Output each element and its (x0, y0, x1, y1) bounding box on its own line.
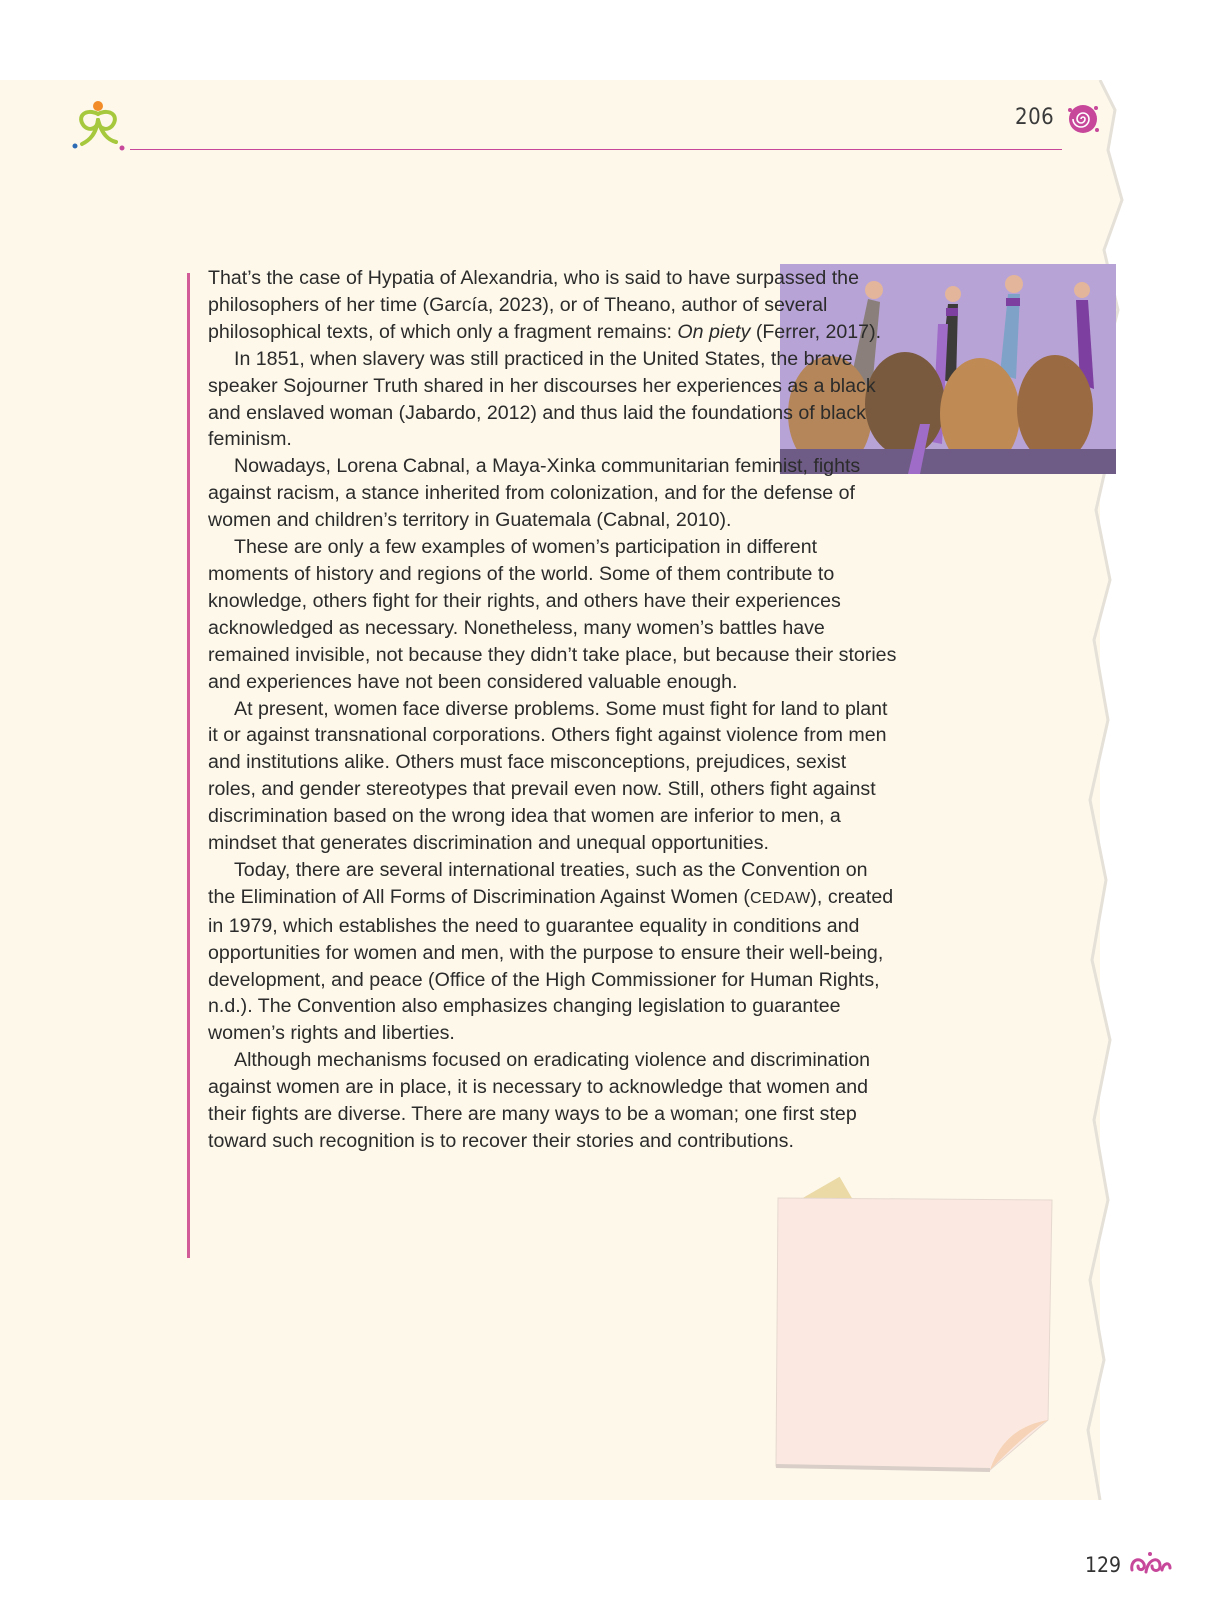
paragraph-6 (208, 857, 898, 1047)
paragraph-7: Although mechanisms focused on eradicating violence and discrimination against women are in place, it is necessary to acknowledge that women and their fights are diverse. There are many ways to be a woman; one first step toward such recognition is to recover their stories and contributions. (208, 1049, 871, 1152)
sticky-note (760, 1170, 1070, 1480)
article-body (208, 265, 898, 1155)
book-title-on-piety: On piety (677, 320, 751, 343)
paragraph-6-text: Today, there are several international treaties, such as the Convention on the Elimination of All Forms of Discrimination Against Women ( (208, 858, 868, 908)
ornament-icon (1128, 1550, 1172, 1578)
sprout-logo-icon (72, 100, 128, 152)
page-margin-bottom (0, 1500, 1214, 1600)
paragraph-6-continuation: ), created in 1979, which establishes the need to guarantee equality in conditions and opportunities for women and men, with the purpose to ensure their well-being, development, and peace (Office of the High Commissioner for Human Rights, n.d.). The Convention also emphasizes changing legislation to guarantee women’s rights and liberties. (208, 885, 894, 1045)
paragraph-1-citation: (Ferrer, 2017). (750, 320, 882, 343)
paragraph-1-text: That’s the case of Hypatia of Alexandria, who is said to have surpassed the philosophers of her time (García, 2023), or of Theano, author of several philosophical texts, of which only a fragment remains: (208, 267, 859, 343)
paragraph-5: At present, women face diverse problems. Some must fight for land to plant it or against transnational corporations. Others fight against violence from men and institutions alike. Others must face misconceptions, prejudices, sexist roles, and gender stereotypes that prevail even now. Still, others fight against discrimination based on the wrong idea that women are inferior to men, a mindset that generates discrimination and unequal opportunities. (208, 697, 888, 855)
cedaw-abbreviation: CEDAW (749, 889, 811, 907)
paragraph-1 (208, 265, 898, 346)
header-rule (130, 149, 1062, 150)
paragraph-2: In 1851, when slavery was still practiced in the United States, the brave speaker Sojourner Truth shared in her discourses her experiences as a black and enslaved woman (Jabardo, 2012) and thus laid the foundations of black feminism. (208, 347, 876, 451)
paragraph-accent-bar (187, 273, 190, 1258)
page-number-top: 206 (1015, 105, 1055, 130)
spiral-ornament-icon (1066, 102, 1100, 136)
paragraph-3: Nowadays, Lorena Cabnal, a Maya-Xinka communitarian feminist, fights against racism, a stance inherited from colonization, and for the defense of women and children’s territory in Guatemala (Cabnal, 2010). (208, 455, 861, 532)
page-number-bottom: 129 (1085, 1553, 1122, 1577)
paragraph-4: These are only a few examples of women’s participation in different moments of history and regions of the world. Some of them contribute to knowledge, others fight for their rights, and others have their experiences acknowledged as necessary. Nonetheless, many women’s battles have remained invisible, not because they didn’t take place, but because their stories and experiences have not been considered valuable enough. (208, 536, 897, 693)
